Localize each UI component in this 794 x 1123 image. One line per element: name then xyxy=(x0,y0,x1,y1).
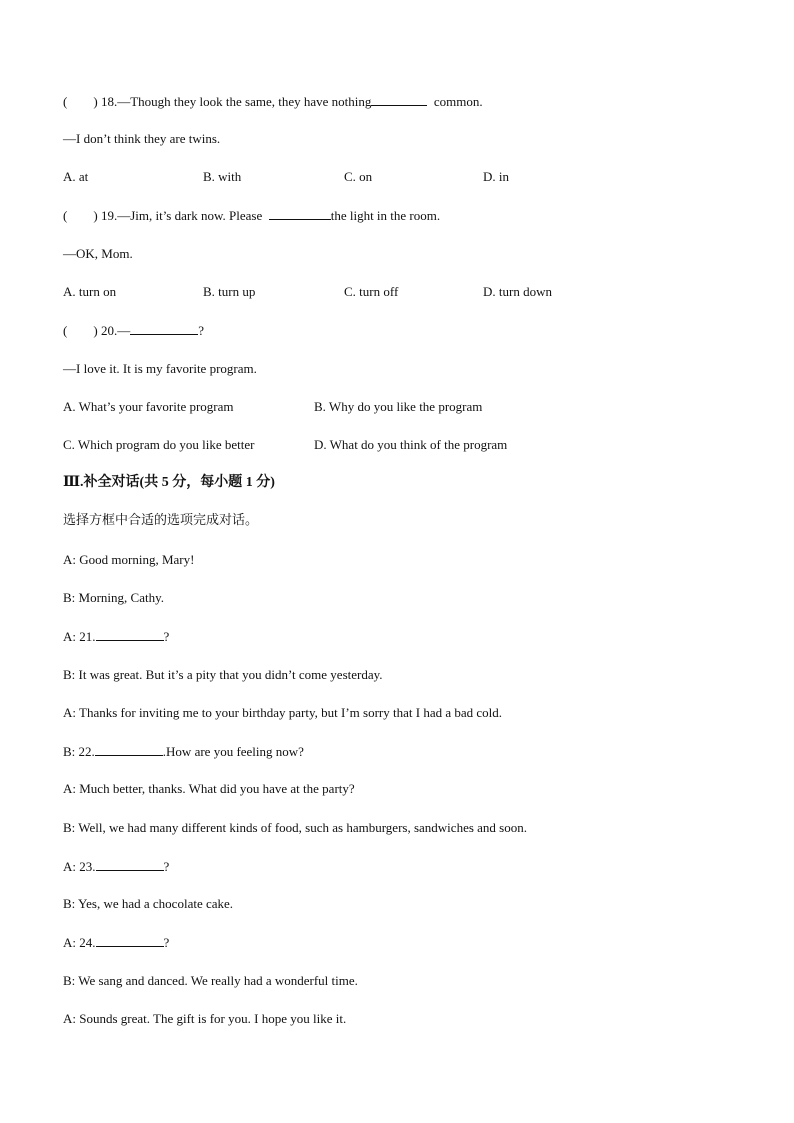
option-c[interactable]: C. Which program do you like better xyxy=(63,437,255,452)
option-d[interactable]: D. in xyxy=(483,169,509,184)
question-text-end: ? xyxy=(198,323,204,338)
option-d[interactable]: D. What do you think of the program xyxy=(314,437,508,452)
dialogue-line: B: Morning, Cathy. xyxy=(63,590,164,605)
dialogue-text: A: 24. xyxy=(63,935,96,950)
option-c[interactable]: C. on xyxy=(344,169,373,184)
dialogue-line-23 xyxy=(63,858,169,875)
answer-paren-open: ( xyxy=(63,323,68,338)
question-19-reply: —OK, Mom. xyxy=(63,246,133,261)
section-3-instruction: 选择方框中合适的选项完成对话。 xyxy=(63,513,259,528)
answer-blank-24[interactable] xyxy=(96,934,164,947)
question-text: — xyxy=(117,323,131,338)
dialogue-line: A: Good morning, Mary! xyxy=(63,552,195,567)
dialogue-line: A: Sounds great. The gift is for you. I hope you like it. xyxy=(63,1011,347,1026)
question-text: —Though they look the same, they have nothing xyxy=(117,94,372,109)
option-b[interactable]: B. Why do you like the program xyxy=(314,399,483,414)
question-number: 18. xyxy=(100,94,118,109)
option-b[interactable]: B. with xyxy=(203,169,242,184)
dialogue-line: B: We sang and danced. We really had a wonderful time. xyxy=(63,973,358,988)
answer-blank[interactable] xyxy=(130,322,198,335)
dialogue-text: A: 23. xyxy=(63,859,96,874)
answer-blank[interactable] xyxy=(269,207,331,220)
dialogue-line-21 xyxy=(63,628,169,645)
answer-blank-23[interactable] xyxy=(96,858,164,871)
dialogue-text-end: ? xyxy=(163,629,170,644)
answer-blank-22[interactable] xyxy=(95,743,163,756)
question-18-reply: —I don’t think they are twins. xyxy=(63,131,221,146)
answer-paren-close: ) xyxy=(93,208,98,223)
dialogue-text: A: 21. xyxy=(63,629,96,644)
option-c[interactable]: C. turn off xyxy=(344,284,399,299)
dialogue-line: A: Thanks for inviting me to your birthday party, but I’m sorry that I had a bad cold. xyxy=(63,705,503,720)
answer-paren-close: ) xyxy=(93,323,98,338)
section-3-title: Ⅲ.补全对话(共 5 分，每小题 1 分) xyxy=(63,475,275,490)
option-d[interactable]: D. turn down xyxy=(483,284,552,299)
question-20-stem xyxy=(63,322,204,339)
answer-paren-open: ( xyxy=(63,94,68,109)
dialogue-line: B: Yes, we had a chocolate cake. xyxy=(63,896,234,911)
option-a[interactable]: A. at xyxy=(63,169,89,184)
answer-blank-21[interactable] xyxy=(96,628,164,641)
answer-paren-close: ) xyxy=(93,94,98,109)
option-b[interactable]: B. turn up xyxy=(203,284,256,299)
option-a[interactable]: A. What’s your favorite program xyxy=(63,399,234,414)
answer-blank[interactable] xyxy=(371,93,427,106)
dialogue-line: B: Well, we had many different kinds of food, such as hamburgers, sandwiches and soon. xyxy=(63,820,527,835)
question-number: 19. xyxy=(100,208,118,223)
question-text: —Jim, it’s dark now. Please xyxy=(117,208,263,223)
dialogue-line: B: It was great. But it’s a pity that you didn’t come yesterday. xyxy=(63,667,383,682)
option-a[interactable]: A. turn on xyxy=(63,284,117,299)
question-18-stem xyxy=(63,93,483,110)
question-text-end: the light in the room. xyxy=(330,208,441,223)
dialogue-text-end: ? xyxy=(163,859,170,874)
dialogue-line-24 xyxy=(63,934,169,951)
question-number: 20. xyxy=(100,323,118,338)
question-20-reply: —I love it. It is my favorite program. xyxy=(63,361,257,376)
answer-paren-open: ( xyxy=(63,208,68,223)
dialogue-text-end: ? xyxy=(163,935,170,950)
question-19-stem xyxy=(63,207,440,224)
dialogue-text: B: 22. xyxy=(63,744,95,759)
question-text-end: common. xyxy=(433,94,483,109)
dialogue-line: A: Much better, thanks. What did you have at the party? xyxy=(63,781,355,796)
dialogue-text-end: .How are you feeling now? xyxy=(162,744,304,759)
dialogue-line-22 xyxy=(63,743,304,760)
